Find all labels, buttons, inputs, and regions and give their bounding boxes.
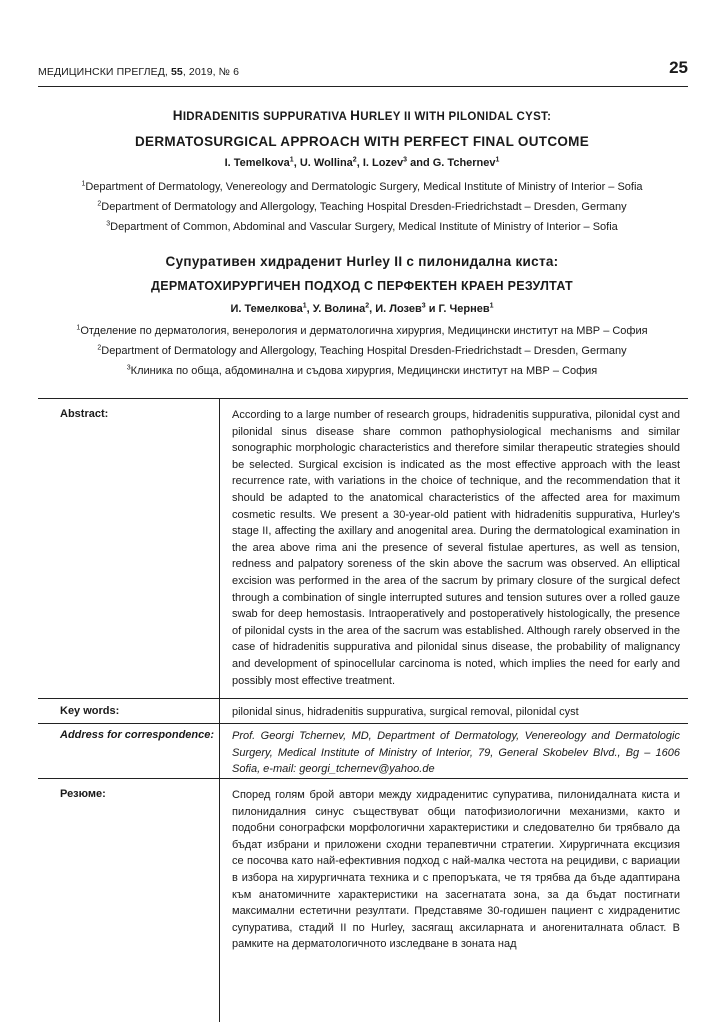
affiliation-mark: 2	[97, 344, 102, 352]
affiliation-line	[0, 321, 724, 341]
affiliation-mark: 1	[81, 180, 86, 188]
english-affiliations	[0, 177, 724, 237]
author-name: Г. Чернев	[438, 303, 490, 315]
title-initial: H	[172, 108, 183, 123]
column-divider	[219, 779, 220, 1022]
author-separator: and	[407, 157, 433, 169]
author-affiliation-mark: 1	[495, 156, 500, 164]
author-separator: и	[425, 303, 439, 315]
affiliation-text: Department of Dermatology, Venereology and Dermatologic Surgery, Medical Institute of Ministry of Interior – Sofia	[85, 181, 643, 193]
author-name: U. Wollina	[299, 157, 353, 169]
affiliation-text: Клиника по обща, абдоминална и съдова хирургия, Медицински институт на МВР – София	[130, 365, 598, 377]
journal-name: МЕДИЦИНСКИ ПРЕГЛЕД,	[38, 66, 171, 78]
affiliation-mark: 2	[97, 200, 102, 208]
keywords-label: Key words:	[60, 705, 120, 717]
title-text: URLEY II WITH PILONIDAL CYST:	[360, 111, 552, 123]
author-affiliation-mark: 1	[302, 302, 307, 310]
bulgarian-title-line1: Супуративен хидраденит Hurley II с пилонидална киста:	[165, 254, 559, 269]
affiliation-text: Department of Dermatology and Allergology, Teaching Hospital Dresden-Friedrichstadt – Dresden, Germany	[101, 345, 627, 357]
english-title-line1	[0, 108, 724, 123]
affiliation-line	[0, 361, 724, 381]
divider	[38, 698, 688, 699]
affiliation-line	[0, 217, 724, 237]
affiliation-text: Department of Common, Abdominal and Vascular Surgery, Medical Institute of Ministry of Interior – Sofia	[110, 221, 618, 233]
correspondence-label: Address for correspondence:	[60, 729, 215, 741]
affiliation-line	[0, 177, 724, 197]
abstract-label: Abstract:	[60, 408, 109, 420]
english-title-line2: DERMATOSURGICAL APPROACH WITH PERFECT FINAL OUTCOME	[134, 134, 590, 149]
author-name: I. Temelkova	[224, 157, 290, 169]
author-affiliation-mark: 2	[352, 156, 357, 164]
author-name: G. Tchernev	[432, 157, 496, 169]
title-text: IDRADENITIS SUPPURATIVA	[182, 111, 351, 123]
bulgarian-affiliations	[0, 321, 724, 381]
author-affiliation-mark: 2	[365, 302, 370, 310]
resume-text: Според голям брой автори между хидраденитис супуратива, пилонидалната киста и пилонидалния синус съществуват общи патофизиологични механизми, както и подобни сонографски морфологични характеристики и следователно би трябвало да бъдат избрани и приложени сходни терапевтични стратегии. Хирургичната ексцизия се посочва като най-ефективния подход с най-малка честота на рецидиви, с вариации в избора на хирургичната техника и с препоръката, че тя трябва да бъде адаптирана към анатомичните характеристики на засегнатата зона, за да бъдат постигнати максимални естетични резултати. Представяме 30-годишен пациент с хидраденитис супуратива, стадий II по Hurley, засягащ аксиларната и аногениталната област. В рамките на дерматологичното изследване в зоната над	[232, 789, 680, 951]
author-affiliation-mark: 3	[403, 156, 408, 164]
bulgarian-title-line2: ДЕРМАТОХИРУРГИЧЕН ПОДХОД С ПЕРФЕКТЕН КРАЕН РЕЗУЛТАТ	[151, 279, 573, 293]
affiliation-text: Отделение по дерматология, венерология и дерматологична хирургия, Медицински институт на МВР – София	[80, 325, 648, 337]
affiliation-text: Department of Dermatology and Allergology, Teaching Hospital Dresden-Friedrichstadt – Dresden, Germany	[101, 201, 627, 213]
journal-citation	[38, 66, 239, 78]
journal-volume: 55	[170, 66, 183, 78]
running-header	[38, 56, 688, 87]
affiliation-mark: 3	[106, 220, 111, 228]
journal-year-issue: , 2019, № 6	[182, 66, 240, 78]
abstract-text: According to a large number of research groups, hidradenitis suppurativa, pilonidal cyst and pilonidal sinus disease share common pathophysiological mechanisms and similar sonographic morphologic characteristics and therefore similar therapeutic strategies should be selected. Surgical excision is indicated as the most effective approach with the least recurrence rate, with variations in the choice of technique, and the recommendation that it should be adapted to the anatomical characteristics of the affected area for maximum cosmetic results. We present a 30-year-old patient with hidradenitis suppurativa, Hurley's stage II, affecting the axillary and anogenital area. During the dermatological examination in the area above rima ani the presence of several fistulae apertures, as well as tension, redness and palpatory soreness of the skin above the sacrum was observed. An elliptical excision was performed in the area of the sacrum by primary closure of the surgical defect through a combination of single interrupted sutures and tension sutures over a rolled gauze swab for deep hemostasis. Intraoperatively and postoperatively histologically, the presence of pilonidal cysts in the area of the sacrum was established. Although rarely observed in the case of hidradenitis suppurativa and pilonidal sinus disease, the probability of malignancy and development of spinocellular carcinoma is noted, which implies the need for early and possibly most effective treatment.	[232, 409, 680, 687]
author-name: I. Lozev	[362, 157, 404, 169]
author-separator: ,	[293, 157, 300, 169]
author-name: И. Темелкова	[230, 303, 303, 315]
correspondence-text: Prof. Georgi Tchernev, MD, Department of Dermatology, Venereology and Dermatologic Surgery, Medical Institute of Ministry of Interior, 79, General Skobelev Blvd., Bg – 1606 Sofia, e-mail: georgi_tchernev@yahoo.de	[232, 730, 680, 776]
author-affiliation-mark: 1	[289, 156, 294, 164]
affiliation-line	[0, 197, 724, 217]
affiliation-mark: 3	[126, 364, 131, 372]
affiliation-mark: 1	[76, 324, 81, 332]
author-separator: ,	[306, 303, 313, 315]
title-initial: H	[350, 108, 361, 123]
bulgarian-authors	[0, 303, 724, 315]
resume-label: Резюме:	[60, 788, 106, 800]
abstract-box	[38, 398, 688, 1022]
author-separator: ,	[369, 303, 376, 315]
author-separator: ,	[356, 157, 363, 169]
affiliation-line	[0, 341, 724, 361]
column-divider	[219, 399, 220, 778]
section-divider	[38, 778, 688, 779]
author-affiliation-mark: 1	[489, 302, 494, 310]
author-affiliation-mark: 3	[421, 302, 426, 310]
page-number: 25	[669, 58, 688, 77]
english-authors	[0, 157, 724, 169]
author-name: И. Лозев	[375, 303, 422, 315]
keywords-text: pilonidal sinus, hidradenitis suppurativa, surgical removal, pilonidal cyst	[232, 706, 579, 718]
divider	[38, 723, 688, 724]
author-name: У. Волина	[312, 303, 366, 315]
